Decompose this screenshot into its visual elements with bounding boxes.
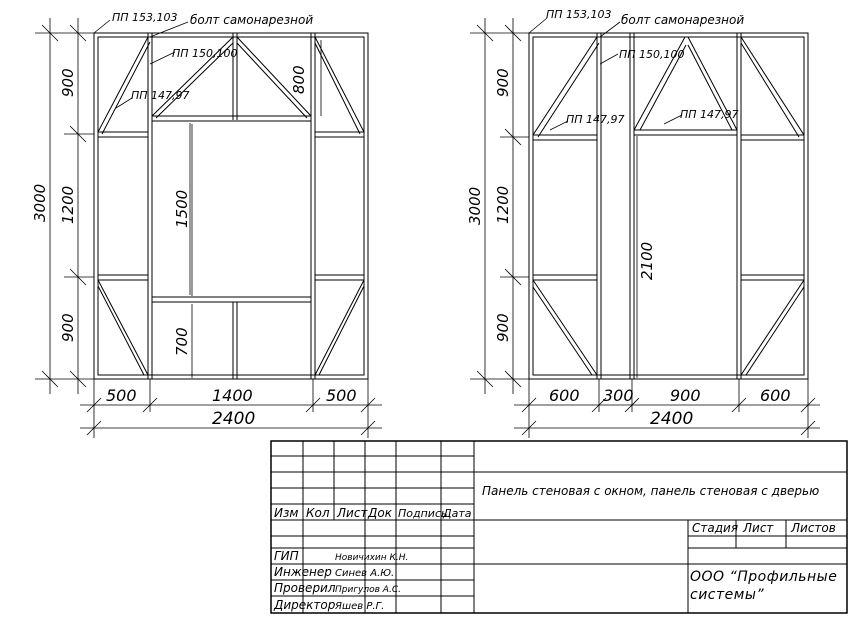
right-dim-w2: 300 — [603, 386, 634, 405]
left-dim-w-right: 500 — [326, 386, 357, 405]
left-label-profile-top: ПП 153,103 — [112, 11, 178, 24]
col-header-kol: Кол — [306, 506, 330, 520]
left-label-profile-mid: ПП 150,100 — [172, 47, 238, 60]
left-dim-seg-bot: 900 — [59, 313, 77, 342]
name-director: Яшев Р.Г. — [335, 601, 385, 612]
col-header-dok: Док — [368, 506, 392, 520]
right-label-profile-mid: ПП 150,100 — [619, 48, 685, 61]
col-header-data: Дата — [443, 507, 472, 520]
left-label-bolt: болт самонарезной — [190, 13, 314, 27]
left-panel-frame — [94, 33, 368, 379]
left-dim-brace-height: 800 — [290, 65, 308, 94]
col-header-list: Лист — [337, 506, 368, 520]
right-dim-seg-top: 900 — [494, 68, 512, 97]
right-panel-text — [466, 8, 791, 429]
right-label-profile-small-a: ПП 147,97 — [566, 113, 625, 126]
drawing-title: Панель стеновая с окном, панель стеновая с дверью — [482, 484, 820, 498]
right-label-profile-small-b: ПП 147,97 — [680, 108, 739, 121]
right-dim-w4: 600 — [760, 386, 791, 405]
left-dim-w-mid: 1400 — [212, 386, 253, 405]
role-gip: ГИП — [274, 549, 299, 563]
right-dim-total-height: 3000 — [466, 186, 484, 225]
left-dim-seg-mid: 1200 — [59, 185, 77, 224]
left-dim-w-left: 500 — [106, 386, 137, 405]
left-label-profile-small: ПП 147,97 — [131, 89, 190, 102]
right-dim-w3: 900 — [670, 386, 701, 405]
right-label-profile-top: ПП 153,103 — [546, 8, 612, 21]
right-panel-frame — [529, 33, 808, 379]
name-checked: Пригулов А.С. — [335, 585, 401, 595]
right-dim-door-height: 2100 — [638, 241, 656, 280]
sheet-label: Лист — [743, 521, 774, 535]
role-engineer: Инженер — [274, 565, 332, 579]
left-dim-total-height: 3000 — [31, 183, 49, 222]
col-header-podpis: Подпись — [398, 507, 448, 520]
left-dim-total-width: 2400 — [212, 409, 256, 429]
right-dim-w1: 600 — [549, 386, 580, 405]
right-dim-seg-bot: 900 — [494, 313, 512, 342]
left-panel-text — [31, 11, 357, 429]
sheets-label: Листов — [791, 521, 836, 535]
right-dim-seg-mid: 1200 — [494, 185, 512, 224]
name-engineer: Синев А.Ю. — [335, 568, 395, 579]
right-label-bolt: болт самонарезной — [621, 13, 745, 27]
left-dim-seg-top: 900 — [59, 68, 77, 97]
company-name: ООО “Профильные системы” — [690, 569, 838, 603]
left-dim-window-height: 1500 — [173, 189, 191, 228]
name-gip: Новичихин К.Н. — [335, 553, 409, 563]
company-name-box — [690, 568, 845, 612]
role-checked: Проверил — [274, 581, 336, 595]
right-dim-total-width: 2400 — [650, 409, 694, 429]
role-director: Директор — [274, 598, 336, 612]
stage-label: Стадия — [692, 521, 739, 535]
col-header-izm: Изм — [274, 506, 299, 520]
left-dim-sill-height: 700 — [173, 327, 191, 356]
